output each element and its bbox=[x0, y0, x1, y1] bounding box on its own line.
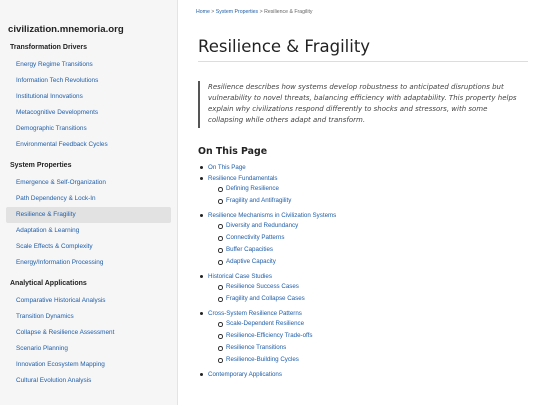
sidebar-list-item bbox=[6, 191, 171, 207]
sidebar-section-heading: System Properties bbox=[10, 162, 72, 169]
sidebar-list-item bbox=[6, 137, 171, 153]
toc-subitem bbox=[218, 195, 528, 207]
sidebar-list-item bbox=[6, 105, 171, 121]
toc-item bbox=[200, 370, 528, 379]
sidebar-item-energy-information-processing[interactable]: Energy/Information Processing bbox=[16, 259, 104, 266]
sidebar-item-cultural-evolution-analysis[interactable]: Cultural Evolution Analysis bbox=[16, 377, 92, 384]
toc-link-resilience-success-cases[interactable]: Resilience Success Cases bbox=[226, 283, 299, 290]
toc-link-historical-case-studies[interactable]: Historical Case Studies bbox=[208, 273, 272, 280]
toc-heading: On This Page bbox=[198, 146, 268, 157]
sidebar-list-item bbox=[6, 121, 171, 137]
toc-sublist bbox=[208, 183, 528, 207]
toc-item bbox=[200, 309, 528, 366]
sidebar-item-energy-regime-transitions[interactable]: Energy Regime Transitions bbox=[16, 61, 93, 68]
toc-link-buffer-capacities[interactable]: Buffer Capacities bbox=[226, 246, 274, 253]
sidebar-list-item bbox=[6, 309, 171, 325]
table-of-contents bbox=[196, 163, 528, 379]
site-title-link[interactable]: civilization.mnemoria.org bbox=[8, 24, 124, 35]
sidebar-item-adaptation-and-learning[interactable]: Adaptation & Learning bbox=[16, 227, 80, 234]
toc-subitem bbox=[218, 330, 528, 342]
toc-subitem bbox=[218, 232, 528, 244]
sidebar-section-heading: Analytical Applications bbox=[10, 280, 87, 287]
sidebar-item-collapse-and-resilience-assessment[interactable]: Collapse & Resilience Assessment bbox=[16, 329, 115, 336]
sidebar-item-environmental-feedback-cycles[interactable]: Environmental Feedback Cycles bbox=[16, 141, 108, 148]
toc-sublist bbox=[208, 220, 528, 268]
toc-link-contemporary-applications[interactable]: Contemporary Applications bbox=[208, 371, 282, 378]
sidebar-list-item bbox=[6, 293, 171, 309]
toc-subitem bbox=[218, 342, 528, 354]
sidebar-list-item bbox=[6, 57, 171, 73]
sidebar-nav-list bbox=[6, 175, 171, 271]
sidebar-list-item bbox=[6, 341, 171, 357]
sidebar-section-analytical-applications bbox=[6, 279, 171, 389]
sidebar-nav-list bbox=[6, 293, 171, 389]
sidebar-item-innovation-ecosystem-mapping[interactable]: Innovation Ecosystem Mapping bbox=[16, 361, 105, 368]
sidebar-item-institutional-innovations[interactable]: Institutional Innovations bbox=[16, 93, 83, 100]
sidebar-item-resilience-and-fragility[interactable]: Resilience & Fragility bbox=[6, 207, 171, 223]
sidebar-item-comparative-historical-analysis[interactable]: Comparative Historical Analysis bbox=[16, 297, 106, 304]
sidebar-section-heading: Transformation Drivers bbox=[10, 44, 88, 51]
sidebar-list-item bbox=[6, 239, 171, 255]
toc-link-defining-resilience[interactable]: Defining Resilience bbox=[226, 185, 279, 192]
sidebar-item-path-dependency-and-lock-in[interactable]: Path Dependency & Lock-In bbox=[16, 195, 96, 202]
toc-subitem bbox=[218, 256, 528, 268]
toc-link-resilience-efficiency-trade-offs[interactable]: Resilience-Efficiency Trade-offs bbox=[226, 332, 313, 339]
sidebar-sections bbox=[6, 43, 171, 389]
sidebar-list-item bbox=[6, 357, 171, 373]
breadcrumb bbox=[196, 7, 528, 17]
sidebar-nav-list bbox=[6, 57, 171, 153]
toc-link-resilience-building-cycles[interactable]: Resilience-Building Cycles bbox=[226, 356, 299, 363]
toc-item bbox=[200, 174, 528, 207]
toc-link-scale-dependent-resilience[interactable]: Scale-Dependent Resilience bbox=[226, 320, 305, 327]
toc-subitem bbox=[218, 281, 528, 293]
sidebar bbox=[0, 0, 178, 405]
toc-item bbox=[200, 272, 528, 305]
toc-link-resilience-fundamentals[interactable]: Resilience Fundamentals bbox=[208, 175, 278, 182]
sidebar-list-item bbox=[6, 89, 171, 105]
toc-subitem bbox=[218, 318, 528, 330]
sidebar-section-system-properties bbox=[6, 161, 171, 271]
toc-link-diversity-and-redundancy[interactable]: Diversity and Redundancy bbox=[226, 222, 299, 229]
sidebar-item-scenario-planning[interactable]: Scenario Planning bbox=[16, 345, 68, 352]
page-title: Resilience & Fragility bbox=[198, 37, 528, 62]
toc-link-adaptive-capacity[interactable]: Adaptive Capacity bbox=[226, 258, 276, 265]
toc-subitem bbox=[218, 354, 528, 366]
breadcrumb-current: Resilience & Fragility bbox=[264, 9, 313, 15]
toc-subitem bbox=[218, 183, 528, 195]
sidebar-item-demographic-transitions[interactable]: Demographic Transitions bbox=[16, 125, 87, 132]
toc-subitem bbox=[218, 220, 528, 232]
toc-link-resilience-mechanisms-in-civilization-systems[interactable]: Resilience Mechanisms in Civilization Systems bbox=[208, 212, 337, 219]
toc-subitem bbox=[218, 244, 528, 256]
toc-link-fragility-and-collapse-cases[interactable]: Fragility and Collapse Cases bbox=[226, 295, 305, 302]
toc-link-resilience-transitions[interactable]: Resilience Transitions bbox=[226, 344, 287, 351]
sidebar-item-transition-dynamics[interactable]: Transition Dynamics bbox=[16, 313, 74, 320]
breadcrumb-system-properties[interactable]: System Properties bbox=[215, 9, 259, 15]
breadcrumb-separator: > bbox=[258, 9, 265, 15]
main-content bbox=[178, 0, 540, 405]
breadcrumb-separator: > bbox=[209, 9, 216, 15]
sidebar-list-item bbox=[6, 223, 171, 239]
toc-link-connectivity-patterns[interactable]: Connectivity Patterns bbox=[226, 234, 285, 241]
toc-link-on-this-page[interactable]: On This Page bbox=[208, 164, 246, 171]
toc-subitem bbox=[218, 293, 528, 305]
toc-link-cross-system-resilience-patterns[interactable]: Cross-System Resilience Patterns bbox=[208, 310, 302, 317]
toc-sublist bbox=[208, 281, 528, 305]
toc-item bbox=[200, 211, 528, 268]
breadcrumb-home[interactable]: Home bbox=[196, 9, 210, 15]
sidebar-list-item bbox=[6, 325, 171, 341]
sidebar-item-information-tech-revolutions[interactable]: Information Tech Revolutions bbox=[16, 77, 99, 84]
sidebar-item-scale-effects-and-complexity[interactable]: Scale Effects & Complexity bbox=[16, 243, 93, 250]
sidebar-item-metacognitive-developments[interactable]: Metacognitive Developments bbox=[16, 109, 99, 116]
sidebar-item-emergence-and-self-organization[interactable]: Emergence & Self-Organization bbox=[16, 179, 106, 186]
sidebar-list-item bbox=[6, 207, 171, 223]
toc-sublist bbox=[208, 318, 528, 366]
sidebar-list-item bbox=[6, 175, 171, 191]
toc-link-fragility-and-antifragility[interactable]: Fragility and Antifragility bbox=[226, 197, 292, 204]
sidebar-section-transformation-drivers bbox=[6, 43, 171, 153]
sidebar-list-item bbox=[6, 373, 171, 389]
intro-quote: Resilience describes how systems develop robustness to anticipated disruptions but vulnerability to novel threats, balancing efficiency with adaptability. This property helps explain why civilizations respond differently to shocks and stressors, with some collapsing while others adapt and transform. bbox=[198, 81, 528, 128]
sidebar-list-item bbox=[6, 255, 171, 271]
toc-item bbox=[200, 163, 528, 172]
sidebar-list-item bbox=[6, 73, 171, 89]
